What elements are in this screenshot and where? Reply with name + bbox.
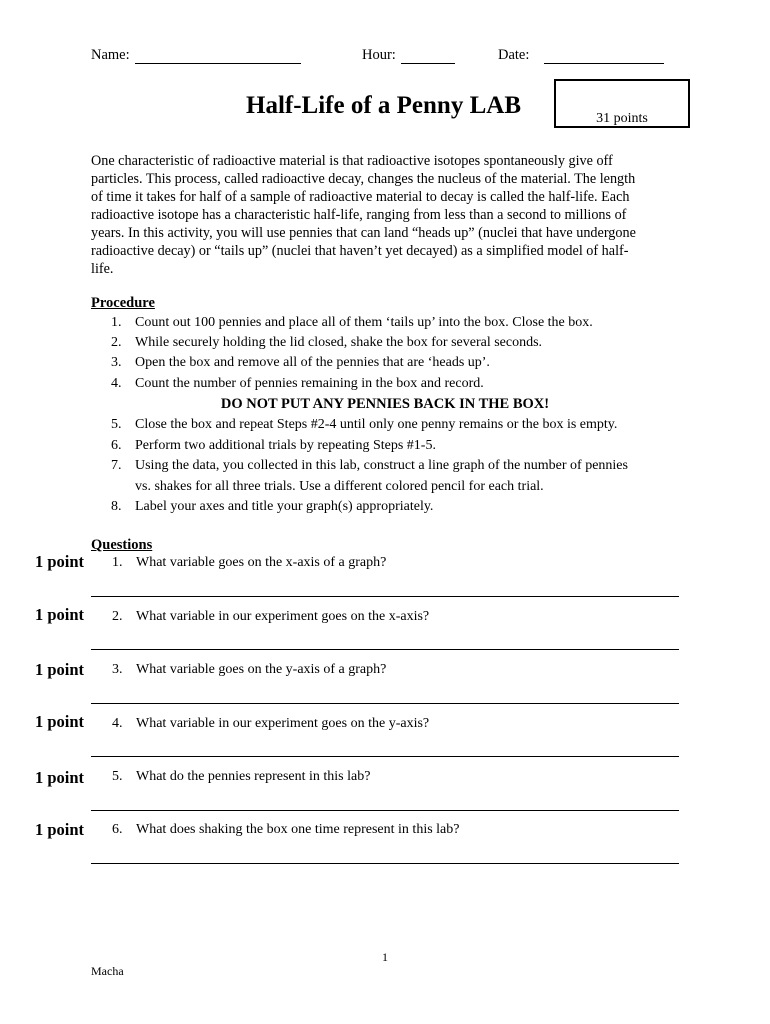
page-number: 1 <box>382 950 388 964</box>
points-total: 31 points <box>596 111 648 126</box>
question-item <box>112 609 429 625</box>
step-text: Count the number of pennies remaining in the box and record. <box>135 376 484 391</box>
question-text: What variable goes on the x-axis of a graph? <box>136 555 387 570</box>
question-number: 3. <box>112 662 123 677</box>
answer-line[interactable] <box>91 649 679 650</box>
step-text: vs. shakes for all three trials. Use a different colored pencil for each trial. <box>135 479 544 494</box>
answer-line[interactable] <box>91 863 679 864</box>
step-number: 5. <box>111 417 122 432</box>
name-label: Name: <box>91 47 130 63</box>
step-text: Close the box and repeat Steps #2-4 until only one penny remains or the box is empty. <box>135 417 618 432</box>
date-label: Date: <box>498 47 530 63</box>
question-item <box>112 716 429 732</box>
step-text: While securely holding the lid closed, shake the box for several seconds. <box>135 335 543 350</box>
hour-field[interactable] <box>401 47 455 64</box>
procedure-heading: Procedure <box>91 295 155 311</box>
procedure-step <box>111 335 542 351</box>
step-number: 1. <box>111 315 122 330</box>
question-text: What variable in our experiment goes on the y-axis? <box>136 716 430 731</box>
step-number: 2. <box>111 335 122 350</box>
procedure-step <box>111 438 436 454</box>
procedure-step-continued <box>111 479 544 495</box>
step-number: 4. <box>111 376 122 391</box>
question-number: 5. <box>112 769 123 784</box>
question-number: 4. <box>112 716 123 731</box>
question-text: What variable goes on the y-axis of a graph? <box>136 662 387 677</box>
question-points: 1 point <box>35 552 85 571</box>
question-number: 6. <box>112 822 123 837</box>
question-text: What do the pennies represent in this lab? <box>136 769 371 784</box>
procedure-step <box>111 499 433 515</box>
procedure-warning: DO NOT PUT ANY PENNIES BACK IN THE BOX! <box>220 396 550 412</box>
procedure-step <box>111 458 628 474</box>
intro-line: One characteristic of radioactive material is that radioactive isotopes spontaneously give off <box>91 153 613 169</box>
question-points: 1 point <box>35 660 85 679</box>
intro-line: radioactive decay) or “tails up” (nuclei that haven’t yet decayed) as a simplified model of half- <box>91 243 629 259</box>
answer-line[interactable] <box>91 596 679 597</box>
procedure-step <box>111 417 617 433</box>
intro-paragraph <box>91 152 681 278</box>
step-number: 6. <box>111 438 122 453</box>
step-text: Perform two additional trials by repeating Steps #1-5. <box>135 438 436 453</box>
procedure-step <box>111 376 484 392</box>
question-number: 1. <box>112 555 123 570</box>
question-item <box>112 662 386 678</box>
question-text: What does shaking the box one time represent in this lab? <box>136 822 460 837</box>
answer-line[interactable] <box>91 703 679 704</box>
step-text: Open the box and remove all of the pennies that are ‘heads up’. <box>135 355 490 370</box>
step-text: Count out 100 pennies and place all of them ‘tails up’ into the box. Close the box. <box>135 315 593 330</box>
question-points: 1 point <box>35 712 85 731</box>
question-item <box>112 555 386 571</box>
question-item <box>112 822 459 838</box>
answer-line[interactable] <box>91 756 679 757</box>
question-text: What variable in our experiment goes on the x-axis? <box>136 609 430 624</box>
intro-line: years. In this activity, you will use pennies that can land “heads up” (nuclei that have undergone <box>91 225 636 241</box>
questions-heading: Questions <box>91 537 153 553</box>
hour-label: Hour: <box>362 47 396 63</box>
step-text: Using the data, you collected in this lab, construct a line graph of the number of pennies <box>135 458 628 473</box>
step-text: Label your axes and title your graph(s) appropriately. <box>135 499 434 514</box>
intro-line: life. <box>91 261 114 277</box>
procedure-step <box>111 355 490 371</box>
page-title: Half-Life of a Penny LAB <box>246 92 521 119</box>
intro-line: radioactive isotope has a characteristic half-life, ranging from less than a second to millions of <box>91 207 627 223</box>
points-box <box>554 79 690 128</box>
step-number: 3. <box>111 355 122 370</box>
procedure-step <box>111 315 593 331</box>
question-points: 1 point <box>35 605 85 624</box>
name-field[interactable] <box>135 47 301 64</box>
footer-author: Macha <box>91 964 124 978</box>
intro-line: of time it takes for half of a sample of radioactive material to decay is called the half-life. Each <box>91 189 630 205</box>
step-number: 8. <box>111 499 122 514</box>
question-points: 1 point <box>35 820 85 839</box>
date-field[interactable] <box>544 47 664 64</box>
step-number: 7. <box>111 458 122 473</box>
intro-line: particles. This process, called radioactive decay, changes the nucleus of the material. The length <box>91 171 636 187</box>
question-item <box>112 769 370 785</box>
question-points: 1 point <box>35 768 85 787</box>
question-number: 2. <box>112 609 123 624</box>
answer-line[interactable] <box>91 810 679 811</box>
